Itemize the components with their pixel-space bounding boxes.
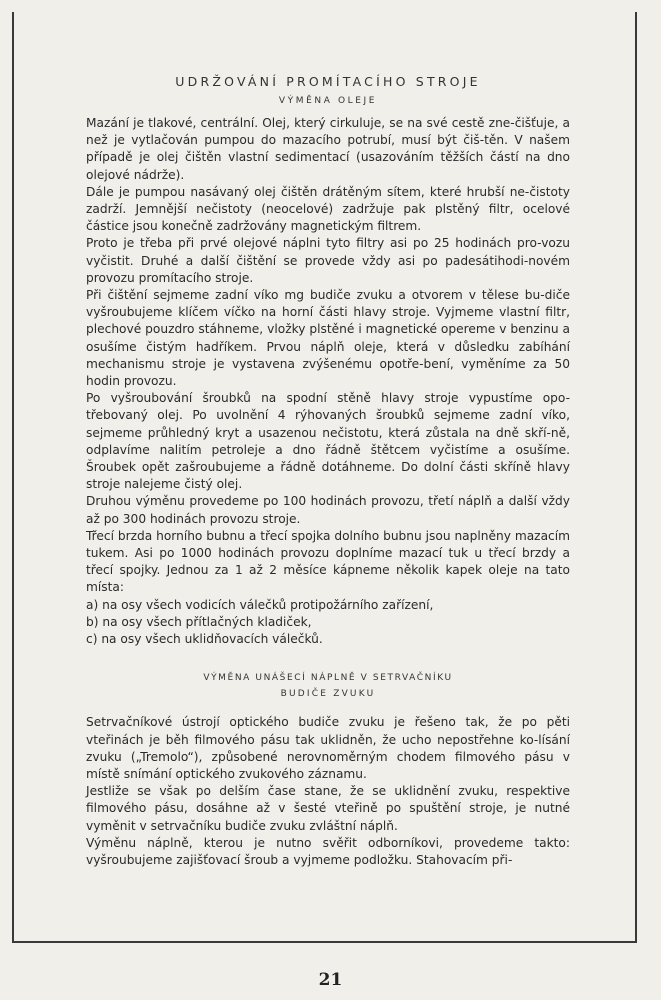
section-subtitle: VÝMĚNA OLEJE (278, 96, 378, 106)
section2-title-line2: BUDIČE ZVUKU (280, 689, 376, 700)
paragraph: Po vyšroubování šroubků na spodní stěně hlavy stroje vypustíme opo-třebovaný olej. Po uvolnění 4 rýhovaných šroubků sejmeme zadní víko, sejmeme průhledný kryt a usazenou nečistotu, která zůstala na dně skří-ně, odplavíme nalitím petroleje a dno řádně štětcem vyčistíme a osušíme. Šroubek opět zašroubujeme a řádně dotáhneme. Do dolní části skříně hlavy stroje nalejeme čistý olej. (86, 391, 570, 492)
list-item: a) na osy všech vodicích válečků protipožárního zařízení, (86, 597, 434, 612)
paragraph: Dále je pumpou nasávaný olej čištěn drátěným sítem, které hrubší ne-čistoty zadrží. Jemnější nečistoty (neocelové) zadržuje pak plstěný filtr, ocelové částice jsou konečně zadržovány magnetickým filtrem. (86, 184, 570, 234)
list-item: c) na osy všech uklidňovacích válečků. (86, 632, 323, 647)
paragraph: Třecí brzda horního bubnu a třecí spojka dolního bubnu jsou naplněny mazacím tukem. Asi po 1000 hodinách provozu doplníme mazací tuk u třecí brzdy a třecí spojky. Jednou za 1 až 2 měsíce kápneme několik kapek oleje na tato místa: (86, 528, 570, 595)
paragraph: Při čištění sejmeme zadní víko mg budiče zvuku a otvorem v tělese bu-diče vyšroubujeme klíčem víčko na horní části hlavy stroje. Vyjmeme vlastní filtr, plechové pouzdro stáhneme, vložky plstěné i magnetické opereme v benzinu a osušíme čistým hadříkem. Prvou náplň oleje, která v důsledku zabíhání mechanismu stroje je vystavena zvýšenému opotře-bení, vyměníme za 50 hodin provozu. (86, 288, 570, 389)
list-item: b) na osy všech přítlačných kladiček, (86, 614, 312, 629)
page-number: 21 (318, 970, 343, 990)
section2-title-line1: VÝMĚNA UNÁŠECÍ NÁPLNĚ V SETRVAČNÍKU (203, 673, 453, 684)
paragraph: Výměnu náplně, kterou je nutno svěřit odborníkovi, provedeme takto: vyšroubujeme zajišťovací šroub a vyjmeme podložku. Stahovacím při- (86, 835, 570, 867)
paragraph: Jestliže se však po delším čase stane, že se uklidnění zvuku, respektive filmového pásu, dosáhne až v šesté vteřině po spuštění stroje, je nutné vyměnit v setrvačníku budiče zvuku zvláštní náplň. (86, 784, 570, 833)
bottom-divider (12, 941, 637, 943)
paragraph: Mazání je tlakové, centrální. Olej, který cirkuluje, se na své cestě zne-čišťuje, a než je vytlačován pumpou do mazacího potrubí, musí být čiš-těn. V našem případě je olej čištěn vlastní sedimentací (usazováním těžších částí na dno olejové nádrže). (86, 116, 570, 182)
page-content (86, 74, 570, 869)
section-title: UDRŽOVÁNÍ PROMÍTACÍHO STROJE (175, 74, 481, 89)
paragraph: Druhou výměnu provedeme po 100 hodinách provozu, třetí náplň a další vždy až po 300 hodinách provozu stroje. (86, 494, 570, 526)
paragraph: Proto je třeba při prvé olejové náplni tyto filtry asi po 25 hodinách pro-vozu vyčistit. Druhé a další čištění se provede vždy asi po padesátihodi-novém provozu promítacího stroje. (86, 236, 570, 285)
paragraph: Setrvačníkové ústrojí optického budiče zvuku je řešeno tak, že po pěti vteřinách je běh filmového pásu tak uklidněn, že ucho nepostřehne ko-lísání zvuku („Tremolo“), způsobené nerovnoměrným chodem filmového pásu v místě snímání optického zvukového záznamu. (86, 715, 570, 781)
